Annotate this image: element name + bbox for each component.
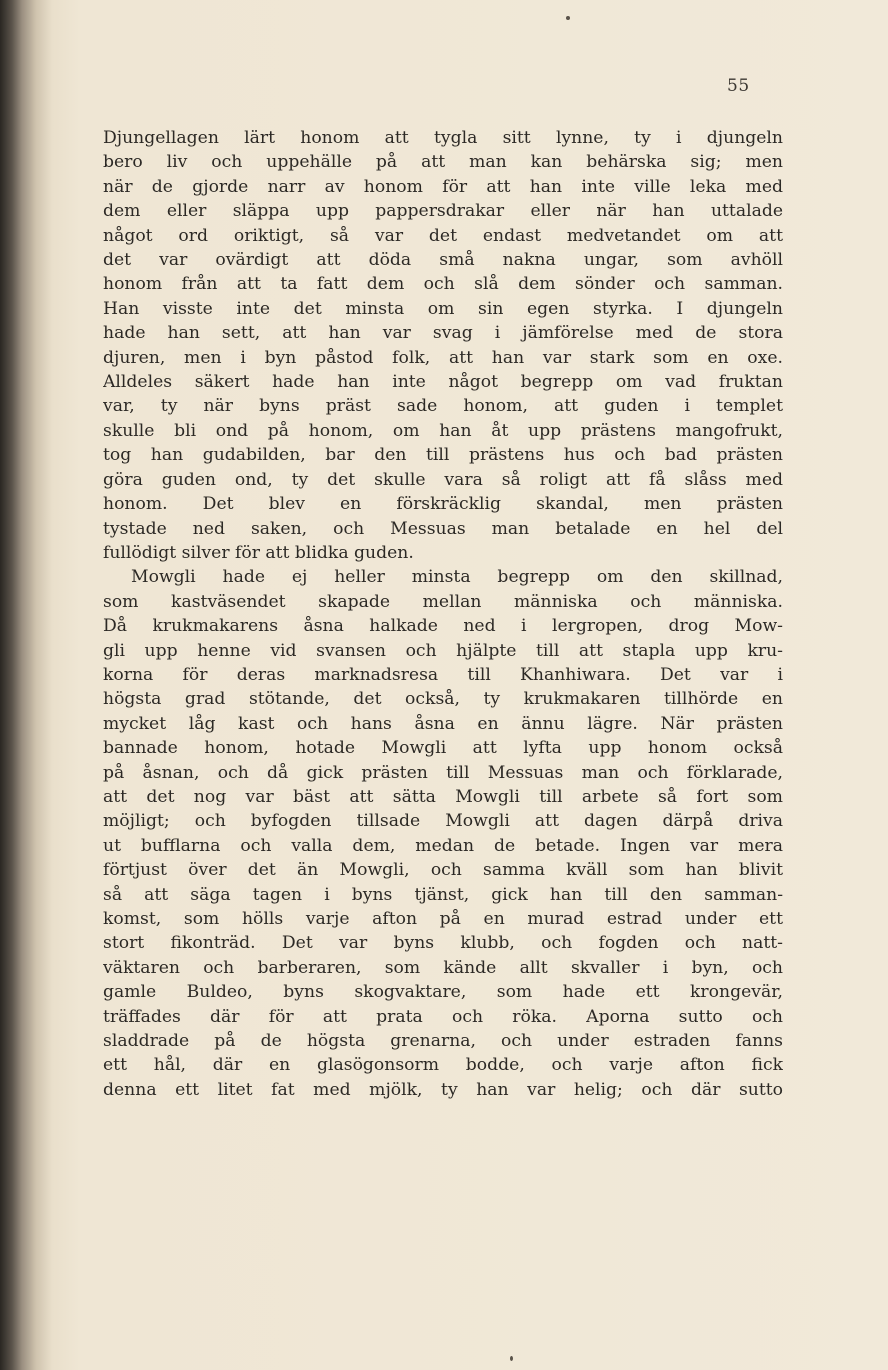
text-line: hade han sett, att han var svag i jämförelse med de stora [103, 323, 783, 344]
text-line: stort fikonträd. Det var byns klubb, och fogden och natt- [103, 933, 783, 954]
text-line: honom. Det blev en förskräcklig skandal, men prästen [103, 494, 783, 515]
text-line: det var ovärdigt att döda små nakna ungar, som avhöll [103, 250, 783, 271]
text-line: ett hål, där en glasögonsorm bodde, och varje afton fick [103, 1055, 783, 1076]
text-line: som kastväsendet skapade mellan människa och människa. [103, 591, 783, 612]
body-text [103, 126, 783, 1102]
text-line: möjligt; och byfogden tillsade Mowgli att dagen därpå driva [103, 811, 783, 832]
text-line: komst, som hölls varje afton på en murad estrad under ett [103, 909, 783, 929]
text-line: gamle Buldeo, byns skogvaktare, som hade ett krongevär, [103, 982, 783, 1003]
text-line: Mowgli hade ej heller minsta begrepp om den skillnad, [131, 567, 783, 588]
text-line: sladdrade på de högsta grenarna, och under estraden fanns [103, 1031, 783, 1052]
text-line: att det nog var bäst att sätta Mowgli till arbete så fort som [103, 786, 783, 807]
ink-speck [566, 16, 570, 20]
text-line: så att säga tagen i byns tjänst, gick han till den samman- [103, 884, 783, 905]
text-line: korna för deras marknadsresa till Khanhiwara. Det var i [103, 664, 783, 685]
text-line: förtjust över det än Mowgli, och samma kväll som han blivit [103, 860, 783, 881]
text-line: fullödigt silver för att blidka guden. [103, 542, 414, 563]
text-line: honom från att ta fatt dem och slå dem sönder och samman. [103, 274, 783, 295]
text-line: djuren, men i byn påstod folk, att han var stark som en oxe. [103, 347, 783, 368]
text-line: Han visste inte det minsta om sin egen styrka. I djungeln [103, 298, 783, 319]
text-line: ut bufflarna och valla dem, medan de betade. Ingen var mera [103, 835, 783, 856]
text-line: gli upp henne vid svansen och hjälpte till att stapla upp kru- [103, 640, 783, 661]
text-line: Djungellagen lärt honom att tygla sitt lynne, ty i djungeln [103, 128, 783, 148]
text-line: göra guden ond, ty det skulle vara så roligt att få slåss med [103, 469, 783, 490]
text-line: träffades där för att prata och röka. Aporna sutto och [103, 1006, 783, 1027]
page-number: 55 [727, 76, 750, 96]
text-line: något ord oriktigt, så var det endast medvetandet om att [103, 225, 783, 246]
text-line: bannade honom, hotade Mowgli att lyfta upp honom också [103, 738, 783, 759]
text-line: Då krukmakarens åsna halkade ned i lergropen, drog Mow- [103, 616, 783, 637]
text-line: mycket låg kast och hans åsna en ännu lägre. När prästen [103, 713, 783, 734]
text-line: bero liv och uppehälle på att man kan behärska sig; men [103, 152, 783, 173]
text-line: högsta grad stötande, det också, ty krukmakaren tillhörde en [103, 689, 783, 710]
ink-speck [510, 1356, 513, 1361]
text-line: väktaren och barberaren, som kände allt skvaller i byn, och [103, 957, 783, 978]
text-line: skulle bli ond på honom, om han åt upp prästens mangofrukt, [103, 420, 783, 441]
text-line: när de gjorde narr av honom för att han inte ville leka med [103, 176, 783, 197]
text-line: denna ett litet fat med mjölk, ty han var helig; och där sutto [103, 1079, 783, 1100]
text-line: Alldeles säkert hade han inte något begrepp om vad fruktan [103, 372, 783, 393]
text-line: dem eller släppa upp pappersdrakar eller när han uttalade [103, 201, 783, 222]
text-line: var, ty när byns präst sade honom, att guden i templet [103, 396, 783, 417]
text-line: tystade ned saken, och Messuas man betalade en hel del [103, 518, 783, 539]
text-line: tog han gudabilden, bar den till prästens hus och bad prästen [103, 445, 783, 466]
text-line: på åsnan, och då gick prästen till Messuas man och förklarade, [103, 762, 783, 783]
